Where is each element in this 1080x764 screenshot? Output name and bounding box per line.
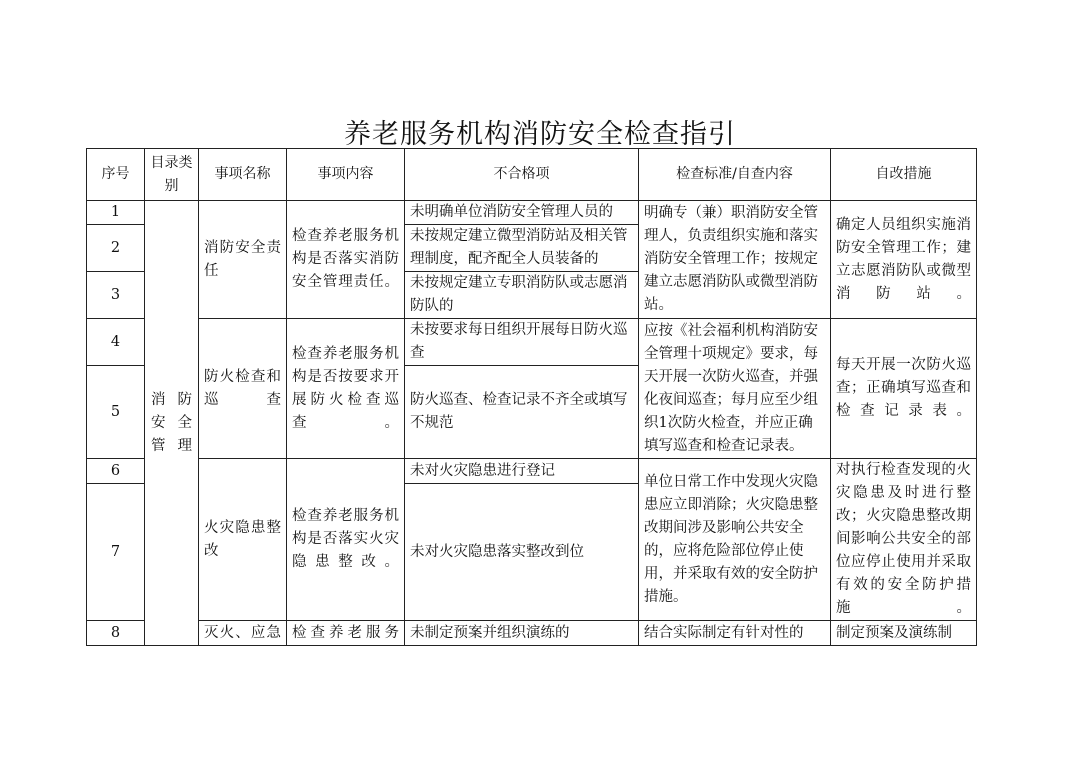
table-row (87, 319, 977, 366)
measure-cell: 确定人员组织实施消防安全管理工作；建立志愿消防队或微型消防站。 (831, 201, 977, 319)
fail-item-cell: 未对火灾隐患落实整改到位 (405, 484, 639, 621)
row-no: 8 (87, 621, 145, 646)
measure-cell: 对执行检查发现的火灾隐患及时进行整改；火灾隐患整改期间影响公共安全的部位应停止使用并采取有效的安全防护措施。 (831, 459, 977, 621)
header-category: 目录类别 (145, 149, 199, 201)
category-cell: 消防安全管理 (145, 201, 199, 646)
header-standard: 检查标准/自查内容 (639, 149, 831, 201)
header-no: 序号 (87, 149, 145, 201)
header-item-content: 事项内容 (287, 149, 405, 201)
item-content-cell: 检查养老服务机构是否按要求开展防火检查巡查。 (287, 319, 405, 459)
standard-cell: 应按《社会福利机构消防安全管理十项规定》要求，每天开展一次防火巡查，并强化夜间巡查；每月应至少组织1次防火检查，并应正确填写巡查和检查记录表。 (639, 319, 831, 459)
table-header-row (87, 149, 977, 201)
item-content-cell: 检查养老服务 (287, 621, 405, 646)
row-no: 3 (87, 272, 145, 319)
fail-item-cell: 未制定预案并组织演练的 (405, 621, 639, 646)
item-content-cell: 检查养老服务机构是否落实火灾隐患整改。 (287, 459, 405, 621)
item-name-cell: 防火检查和巡查 (199, 319, 287, 459)
fail-item-cell: 未对火灾隐患进行登记 (405, 459, 639, 484)
table-row (87, 459, 977, 484)
row-no: 7 (87, 484, 145, 621)
standard-cell: 结合实际制定有针对性的 (639, 621, 831, 646)
page-title: 养老服务机构消防安全检查指引 (344, 119, 736, 150)
header-item-name: 事项名称 (199, 149, 287, 201)
measure-cell: 每天开展一次防火巡查；正确填写巡查和检查记录表。 (831, 319, 977, 459)
header-measure: 自改措施 (831, 149, 977, 201)
row-no: 1 (87, 201, 145, 225)
measure-cell: 制定预案及演练制 (831, 621, 977, 646)
inspection-table (86, 148, 977, 646)
header-fail-item: 不合格项 (405, 149, 639, 201)
fail-item-cell: 未明确单位消防安全管理人员的 (405, 201, 639, 225)
item-name-cell: 灭火、应急 (199, 621, 287, 646)
row-no: 2 (87, 225, 145, 272)
standard-cell: 单位日常工作中发现火灾隐患应立即消除；火灾隐患整改期间涉及影响公共安全的，应将危险部位停止使用，并采取有效的安全防护措施。 (639, 459, 831, 621)
item-content-cell: 检查养老服务机构是否落实消防安全管理责任。 (287, 201, 405, 319)
standard-cell: 明确专（兼）职消防安全管理人，负责组织实施和落实消防安全管理工作；按规定建立志愿消防队或微型消防站。 (639, 201, 831, 319)
fail-item-cell: 未按规定建立专职消防队或志愿消防队的 (405, 272, 639, 319)
row-no: 6 (87, 459, 145, 484)
table-row (87, 201, 977, 225)
fail-item-cell: 防火巡查、检查记录不齐全或填写不规范 (405, 366, 639, 459)
fail-item-cell: 未按要求每日组织开展每日防火巡查 (405, 319, 639, 366)
table-row (87, 621, 977, 646)
fail-item-cell: 未按规定建立微型消防站及相关管理制度，配齐配全人员装备的 (405, 225, 639, 272)
item-name-cell: 火灾隐患整改 (199, 459, 287, 621)
item-name-cell: 消防安全责任 (199, 201, 287, 319)
row-no: 4 (87, 319, 145, 366)
row-no: 5 (87, 366, 145, 459)
